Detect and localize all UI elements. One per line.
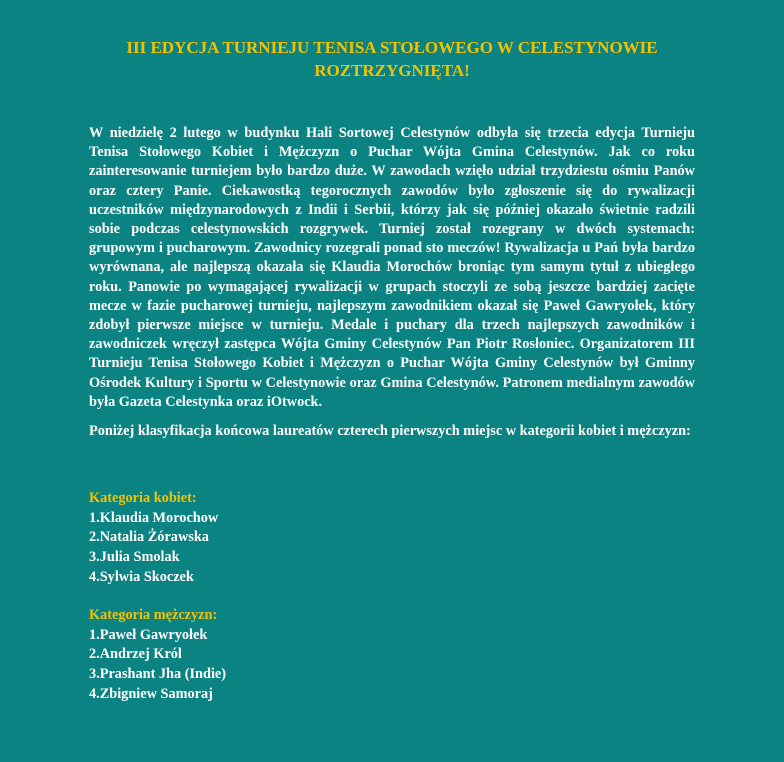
- list-item: 2.Andrzej Król: [89, 646, 182, 663]
- list-item: 1.Paweł Gawryołek: [89, 626, 208, 643]
- list-item: 4.Sylwia Skoczek: [89, 568, 194, 585]
- list-item: 2.Natalia Żórawska: [89, 529, 209, 546]
- category-men-list: [89, 626, 695, 704]
- list-item: 4.Zbigniew Samoraj: [89, 685, 213, 702]
- category-women-heading: Kategoria kobiet:: [89, 490, 197, 507]
- category-men: [89, 606, 695, 704]
- category-women-list: [89, 509, 695, 587]
- article-title: III EDYCJA TURNIEJU TENISA STOŁOWEGO W CELESTYNOWIE ROZTRZYGNIĘTA!: [126, 38, 658, 80]
- article-paragraph-main: W niedzielę 2 lutego w budynku Hali Sortowej Celestynów odbyła się trzecia edycja Turnieju Tenisa Stołowego Kobiet i Mężczyzn o Puchar Wójta Gmina Celestynów. Jak co roku zainteresowanie turniejem było bardzo duże. W zawodach wzięło udział trzydziestu ośmiu Panów oraz cztery Panie. Ciekawostką tegorocznych zawodów było zgłoszenie się do rywalizacji uczestników międzynarodowych z Indii i Serbii, którzy jak się później okazało świetnie radzili sobie podczas celestynowskich rozgrywek. Turniej został rozegrany w dwóch systemach: grupowym i pucharowym. Zawodnicy rozegrali ponad sto meczów! Rywalizacja u Pań była bardzo wyrównana, ale najlepszą okazała się Klaudia Morochów broniąc tym samym tytuł z ubiegłego roku. Panowie po wymagającej rywalizacji w grupach stoczyli ze sobą jeszcze bardziej zacięte mecze w fazie pucharowej turnieju, najlepszym zawodnikiem okazał się Paweł Gawryołek, który zdobył pierwsze miejsce w turnieju. Medale i puchary dla trzech najlepszych zawodników i zawodniczek wręczył zastępca Wójta Gminy Celestynów Pan Piotr Rosłoniec. Organizatorem III Turnieju Tenisa Stołowego Kobiet i Mężczyzn o Puchar Wójta Gminy Celestynów był Gminny Ośrodek Kultury i Sportu w Celestynowie oraz Gmina Celestynów. Patronem medialnym zawodów była Gazeta Celestynka oraz iOtwock.: [89, 125, 695, 410]
- list-item: 3.Julia Smolak: [89, 549, 180, 566]
- article-paragraph-classification-intro: Poniżej klasyfikacja końcowa laureatów czterech pierwszych miejsc w kategorii kobiet i mężczyzn:: [89, 423, 691, 440]
- category-men-heading: Kategoria mężczyzn:: [89, 607, 218, 624]
- list-item: 1.Klaudia Morochow: [89, 509, 219, 526]
- list-item: 3.Prashant Jha (Indie): [89, 666, 227, 682]
- category-women: [89, 489, 695, 587]
